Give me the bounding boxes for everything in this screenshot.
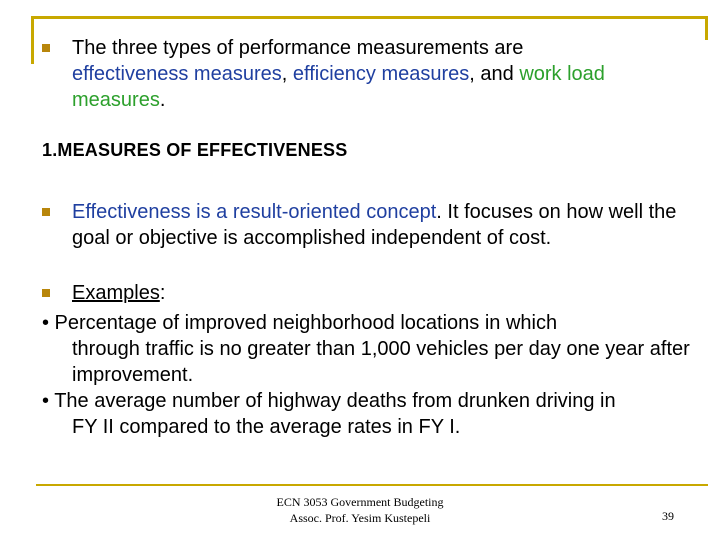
examples-label: Examples [72, 282, 160, 304]
example-item-2 [42, 388, 702, 440]
footer-course: ECN 3053 Government Budgeting [276, 495, 444, 509]
example-item-2-cont: FY II compared to the average rates in FY I. [72, 416, 461, 438]
example-item-2-first: • The average number of highway deaths from drunken driving in [42, 390, 616, 412]
intro-paragraph [72, 35, 692, 113]
intro-sep: , and [469, 63, 520, 85]
bullet-icon [42, 289, 50, 297]
footer-rule [36, 484, 708, 486]
intro-sep: , [281, 63, 293, 85]
examples-label-line [72, 280, 165, 306]
footer-credit [250, 494, 470, 526]
footer-author: Assoc. Prof. Yesim Kustepeli [289, 511, 431, 525]
bullet-icon [42, 44, 50, 52]
intro-text: The three types of performance measurements are [72, 37, 524, 59]
frame-right-rule [705, 16, 708, 40]
example-item-1-cont: through traffic is no greater than 1,000 vehicles per day one year after improvement. [72, 338, 690, 386]
example-item-1-first: • Percentage of improved neighborhood locations in which [42, 312, 558, 334]
term-efficiency: efficiency measures [292, 63, 470, 85]
example-item-1 [42, 310, 702, 388]
definition-highlight: Effectiveness is a result-oriented concept [72, 201, 437, 223]
frame-top-rule [31, 16, 708, 19]
frame-left-rule [31, 16, 34, 64]
term-effectiveness: effectiveness measures [72, 63, 282, 85]
term-workload: work load measures [72, 63, 605, 111]
intro-end: . [159, 89, 166, 111]
definition-paragraph [72, 199, 692, 251]
examples-colon: : [159, 282, 166, 304]
definition-rest: . It focuses on how well the goal or objective is accomplished independent of cost. [72, 201, 677, 249]
section-heading: 1.MEASURES OF EFFECTIVENESS [42, 140, 348, 160]
bullet-icon [42, 208, 50, 216]
page-number: 39 [662, 509, 674, 523]
